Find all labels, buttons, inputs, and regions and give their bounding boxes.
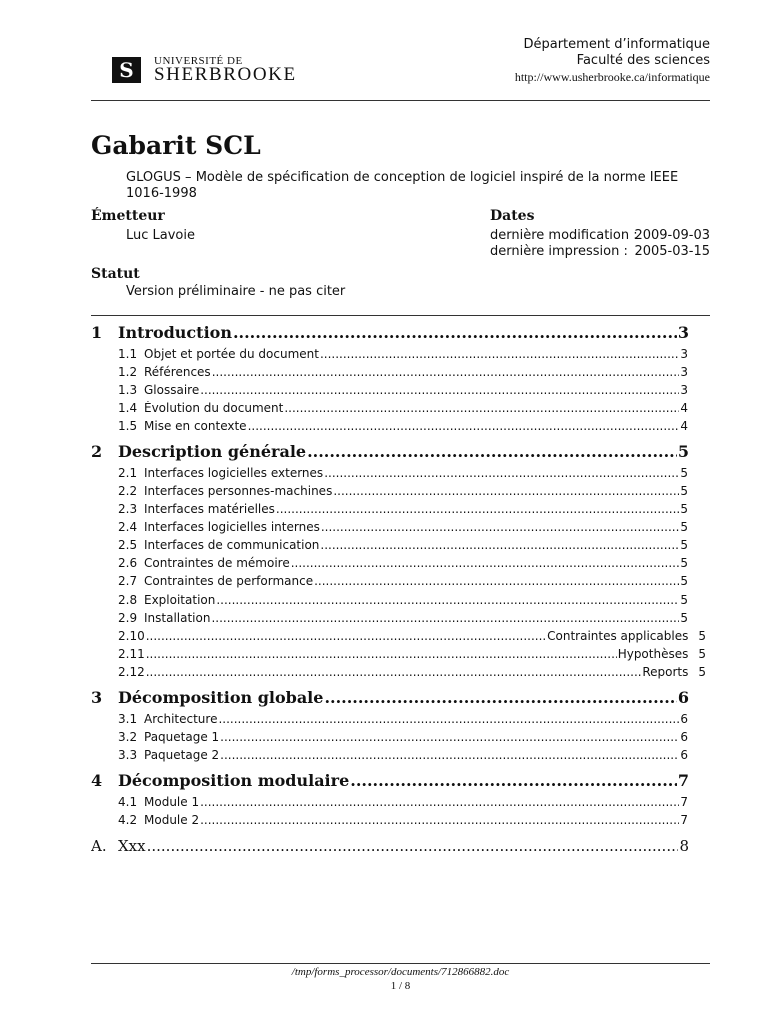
footer-rule [91,963,710,964]
toc-leader [220,730,679,744]
toc-leader [146,647,617,661]
toc-title: Reports [642,665,689,679]
toc-number: 3 [91,688,103,707]
header-rule [91,100,710,101]
toc-page: 5 [698,647,706,661]
toc-title: Objet et portée du document [144,347,319,361]
toc-page: 3 [680,365,688,379]
university-logo [112,55,322,85]
toc-number: 4 [91,771,103,790]
toc-leader [200,383,679,397]
toc-number: A. [91,837,107,855]
toc-leader [324,466,679,480]
toc-page: 3 [677,323,689,342]
toc-entry[interactable] [118,795,688,809]
toc-leader [324,688,676,707]
toc-entry[interactable] [118,466,688,480]
toc-number: 2 [91,442,103,461]
toc-title: Interfaces matérielles [144,502,275,516]
toc-leader [320,538,679,552]
toc-entry[interactable] [118,730,688,744]
toc-leader [233,323,677,342]
document-title: Gabarit SCL [91,131,261,160]
toc-entry[interactable] [118,556,688,570]
toc-entry[interactable] [118,520,688,534]
toc-title: Introduction [118,323,232,342]
status-label: Statut [91,266,140,282]
toc-appendix-a[interactable] [91,837,689,855]
document-subtitle: GLOGUS – Modèle de spécification de conception de logiciel inspiré de la norme IEEE 1016-1998 [126,170,679,201]
toc-number: 2.9 [118,611,138,625]
toc-page: 4 [680,419,688,433]
toc-title: Contraintes de mémoire [144,556,290,570]
toc-page: 5 [680,574,688,588]
toc-number: 1 [91,323,103,342]
toc-section-introduction[interactable] [91,323,689,342]
dates-label: Dates [490,208,535,224]
toc-page: 3 [680,383,688,397]
toc-number: 3.1 [118,712,138,726]
toc-page: 5 [680,502,688,516]
emitter-name: Luc Lavoie [126,228,195,243]
toc-page: 5 [680,538,688,552]
toc-page: 5 [680,593,688,607]
toc-page: 7 [680,795,688,809]
toc-entry[interactable] [118,419,688,433]
toc-number: 3.2 [118,730,138,744]
toc-title: Paquetage 1 [144,730,220,744]
last-modified-label: dernière modification : [490,228,638,243]
toc-page: 6 [680,730,688,744]
last-modified-date: 2009-09-03 [634,228,710,243]
toc-number: 2.11 [118,647,145,661]
toc-leader [291,556,680,570]
toc-entry[interactable] [118,538,688,552]
toc-title: Exploitation [144,593,216,607]
toc-title: Contraintes applicables [547,629,689,643]
toc-leader [146,665,642,679]
toc-entry[interactable] [118,629,706,643]
toc-number: 2.4 [118,520,138,534]
toc-title: Mise en contexte [144,419,247,433]
last-printed-label: dernière impression : [490,244,628,259]
toc-leader [321,520,680,534]
toc-page: 4 [680,401,688,415]
toc-title: Description générale [118,442,307,461]
toc-title: Hypothèses [617,647,689,661]
toc-entry[interactable] [118,347,688,361]
toc-title: Évolution du document [144,401,284,415]
toc-leader [333,484,679,498]
department-block [515,37,710,86]
department-url[interactable]: http://www.usherbrooke.ca/informatique [514,70,710,84]
toc-leader [314,574,679,588]
emitter-label: Émetteur [91,208,165,224]
toc-page: 7 [677,771,689,790]
toc-number: 2.10 [118,629,145,643]
toc-page: 6 [677,688,689,707]
toc-page: 8 [679,837,689,855]
toc-leader [248,419,680,433]
toc-title: Glossaire [144,383,200,397]
faculty-name: Faculté des sciences [576,53,710,68]
toc-entry[interactable] [118,748,688,762]
toc-title: Interfaces de communication [144,538,320,552]
toc-leader [307,442,677,461]
toc-leader [276,502,679,516]
status-text: Version préliminaire - ne pas citer [126,284,346,299]
toc-page: 5 [680,466,688,480]
logo-name-text: SHERBROOKE [154,64,297,85]
toc-number: 3.3 [118,748,138,762]
toc-page: 5 [680,520,688,534]
toc-entry[interactable] [118,665,706,679]
toc-number: 4.2 [118,813,138,827]
toc-entry[interactable] [118,611,688,625]
toc-leader [200,795,679,809]
toc-title: Références [144,365,211,379]
toc-title: Installation [144,611,211,625]
toc-page: 5 [677,442,689,461]
toc-section-decomposition-globale[interactable] [91,688,689,707]
toc-title: Architecture [144,712,218,726]
toc-leader [320,347,679,361]
toc-page: 6 [680,712,688,726]
toc-number: 2.12 [118,665,145,679]
toc-number: 2.6 [118,556,138,570]
toc-page: 7 [680,813,688,827]
toc-page: 6 [680,748,688,762]
toc-title: Décomposition globale [118,688,324,707]
toc-number: 2.3 [118,502,138,516]
toc-leader [218,712,679,726]
toc-title: Module 2 [144,813,200,827]
department-name: Département d’informatique [523,37,710,52]
toc-page: 5 [698,665,706,679]
toc-leader [350,771,677,790]
toc-title: Module 1 [144,795,200,809]
toc-page: 5 [680,611,688,625]
toc-page: 5 [680,556,688,570]
toc-leader [200,813,679,827]
footer-page-number: 1 / 8 [390,980,411,992]
toc-entry[interactable] [118,502,688,516]
toc-title: Contraintes de performance [144,574,314,588]
toc-entry[interactable] [118,401,688,415]
toc-page: 3 [680,347,688,361]
toc-leader [147,837,679,855]
toc-entry[interactable] [118,365,688,379]
toc-entry[interactable] [118,593,688,607]
toc-number: 2.8 [118,593,138,607]
toc-entry[interactable] [118,647,706,661]
toc-leader [211,611,679,625]
toc-leader [212,365,680,379]
toc-entry[interactable] [118,813,688,827]
toc-leader [146,629,546,643]
toc-leader [284,401,679,415]
toc-section-decomposition-modulaire[interactable] [91,771,689,790]
toc-title: Interfaces logicielles internes [144,520,320,534]
toc-page: 5 [698,629,706,643]
toc-title: Xxx [118,837,146,855]
logo-top-text: UNIVERSITÉ DE [154,55,243,67]
toc-number: 2.7 [118,574,138,588]
footer-file-path: /tmp/forms_processor/documents/712866882.doc [291,966,510,978]
toc-leader [220,748,679,762]
toc-number: 2.1 [118,466,138,480]
toc-title: Décomposition modulaire [118,771,350,790]
toc-number: 1.4 [118,401,138,415]
toc-number: 1.1 [118,347,138,361]
toc-number: 2.2 [118,484,138,498]
toc-entry[interactable] [118,484,688,498]
toc-title: Interfaces personnes-machines [144,484,333,498]
toc-number: 2.5 [118,538,138,552]
toc-entry[interactable] [118,383,688,397]
toc-leader [216,593,679,607]
toc-top-rule [91,315,710,316]
last-printed-date: 2005-03-15 [634,244,710,259]
toc-number: 4.1 [118,795,138,809]
toc-entry[interactable] [118,712,688,726]
toc-number: 1.2 [118,365,138,379]
logo-mark: S [112,57,141,83]
toc-page: 5 [680,484,688,498]
toc-title: Paquetage 2 [144,748,220,762]
toc-number: 1.3 [118,383,138,397]
toc-title: Interfaces logicielles externes [144,466,324,480]
toc-section-description-generale[interactable] [91,442,689,461]
toc-number: 1.5 [118,419,138,433]
toc-entry[interactable] [118,574,688,588]
